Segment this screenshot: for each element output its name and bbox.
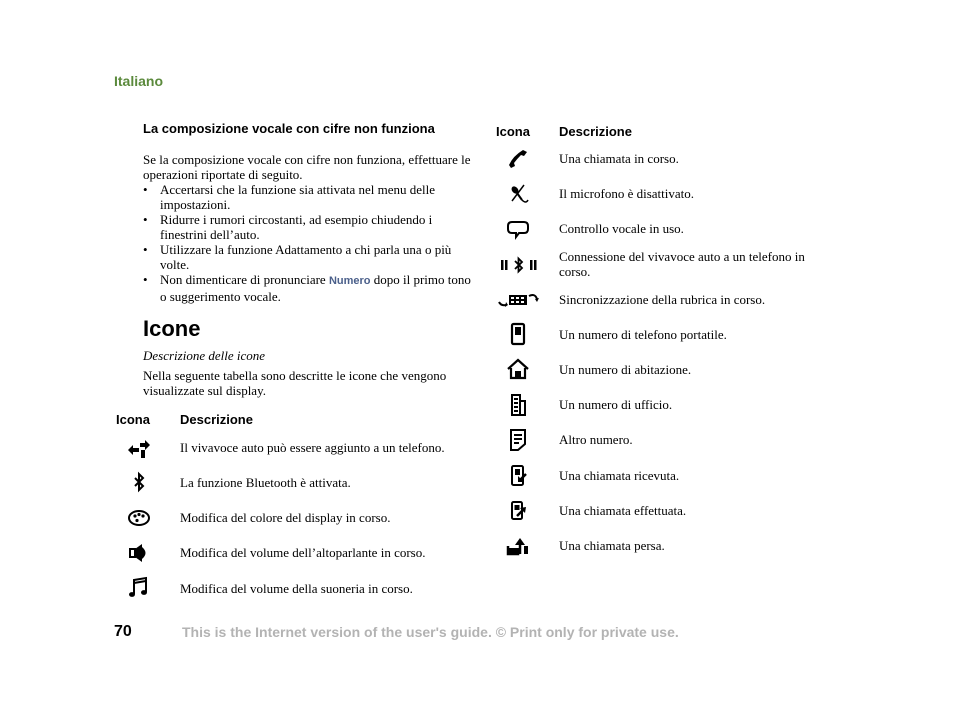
bluetooth-connection-icon [500,253,538,277]
car-handsfree-icon [125,436,153,460]
call-received-icon [504,464,532,488]
bullet-text: Ridurre i rumori circostanti, ad esempio chiudendo i finestrini dell’auto. [160,212,433,242]
right-row-text: Una chiamata persa. [559,538,665,553]
left-row-text: Modifica del colore del display in corso. [180,510,391,525]
left-row-text: Il vivavoce auto può essere aggiunto a un telefono. [180,440,445,455]
bullet-item [143,212,473,242]
bullet-list [143,182,473,304]
left-row-text: Modifica del volume dell’altoparlante in corso. [180,545,426,560]
right-row-text: Altro numero. [559,432,633,447]
speech-bubble-icon [504,217,532,241]
icons-paragraph: Nella seguente tabella sono descritte le icone che vengono visualizzate sul display. [143,368,447,398]
right-row-text: Un numero di ufficio. [559,397,673,412]
section-heading: La composizione vocale con cifre non funziona [143,121,435,136]
footer-note: This is the Internet version of the user's guide. © Print only for private use. [182,624,679,640]
bullet-text: Accertarsi che la funzione sia attivata nel menu delle impostazioni. [160,182,436,212]
icons-subtitle: Descrizione delle icone [143,348,266,363]
section-intro: Se la composizione vocale con cifre non funziona, effettuare le operazioni riportate di seguito. [143,152,471,182]
icons-title: Icone [143,316,201,341]
bullet-text-post: dopo il primo tono o suggerimento vocale. [160,272,471,304]
bluetooth-icon [125,471,153,495]
right-row-text: Controllo vocale in uso. [559,221,684,236]
other-number-icon [504,428,532,452]
microphone-muted-icon [504,182,532,206]
phonebook-sync-icon [497,288,541,312]
call-dialed-icon [504,499,532,523]
left-row-text: La funzione Bluetooth è attivata. [180,475,351,490]
bullet-text: Utilizzare la funzione Adattamento a chi parla una o più volte. [160,242,452,272]
left-table-header-icon: Icona [116,412,150,427]
right-row-text: Una chiamata in corso. [559,151,679,166]
house-icon [504,357,532,381]
left-table-header-desc: Descrizione [180,412,253,427]
office-building-icon [504,393,532,417]
right-table-header-icon: Icona [496,124,530,139]
music-note-icon [125,576,153,600]
right-row-text: Il microfono è disattivato. [559,186,695,201]
right-row-text: Un numero di telefono portatile. [559,327,727,342]
right-row-text: Una chiamata ricevuta. [559,468,680,483]
page-number: 70 [114,623,132,640]
right-row-text: Una chiamata effettuata. [559,503,687,518]
bullet-item [143,272,473,304]
right-row-text: Sincronizzazione della rubrica in corso. [559,292,766,307]
bullet-text-pre: Non dimenticare di pronunciare [160,272,329,287]
right-table-header-desc: Descrizione [559,124,632,139]
bullet-item [143,182,473,212]
keyword-numero: Numero [328,275,371,287]
mobile-phone-icon [504,322,532,346]
palette-icon [125,506,153,530]
right-row-text: Connessione del vivavoce auto a un telefono in corso. [559,249,805,279]
bullet-item [143,242,473,272]
right-row-text: Un numero di abitazione. [559,362,692,377]
call-missed-icon [504,534,532,558]
left-row-text: Modifica del volume della suoneria in corso. [180,581,413,596]
speaker-icon [125,541,153,565]
header-language: Italiano [114,73,164,89]
phone-handset-icon [504,147,532,171]
